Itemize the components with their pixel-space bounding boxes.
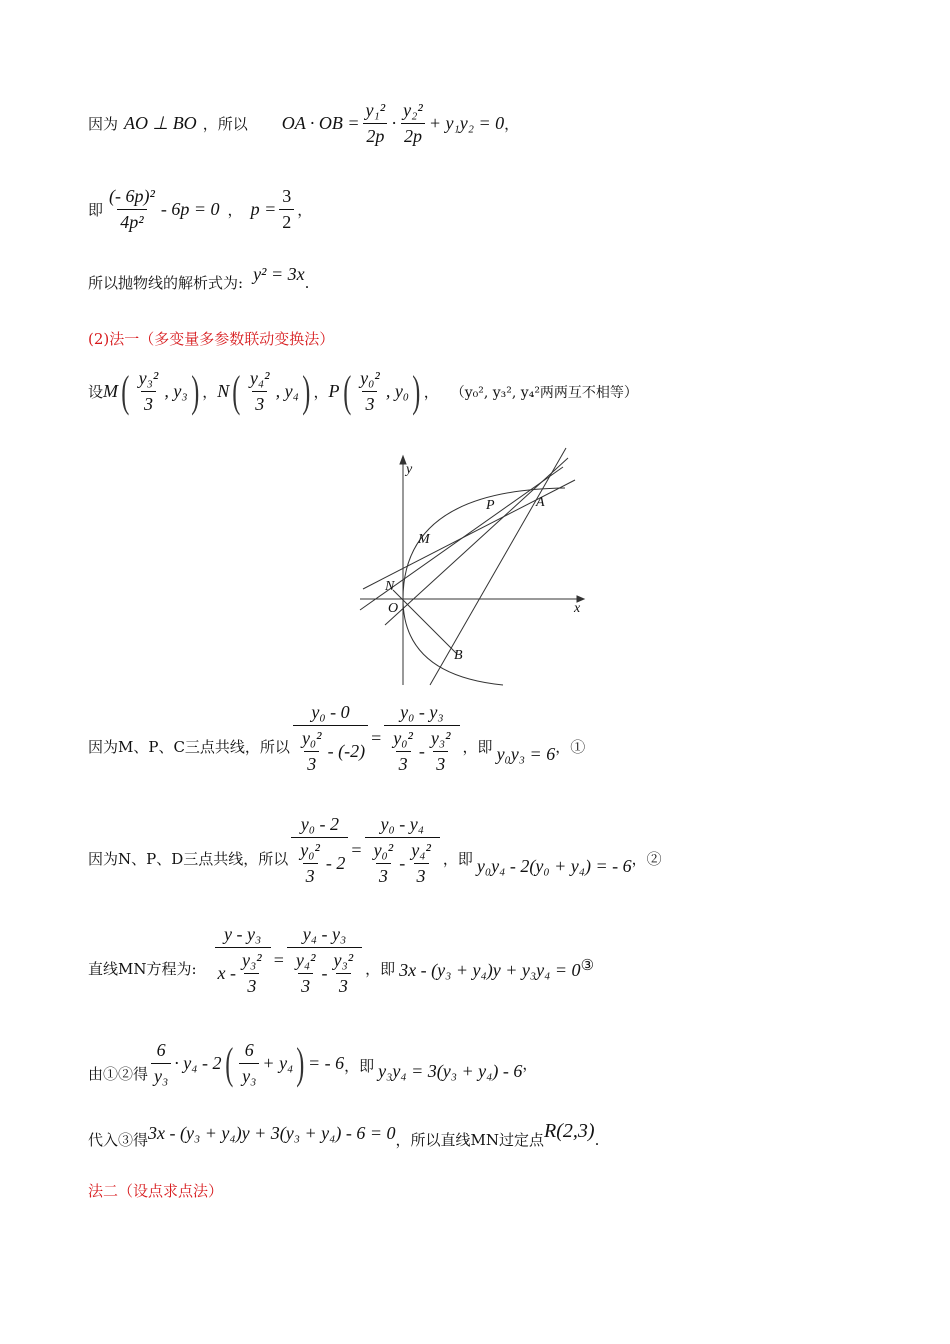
denominator: 3 [303,863,318,887]
line-5 [88,702,585,775]
paren: ) [412,366,421,416]
line-ab [430,448,566,685]
inner-fraction [293,950,319,997]
paren: ( [342,366,351,416]
fraction [293,702,368,775]
equals: = [351,840,362,860]
numerator: y₃² [242,950,262,970]
label-x: x [574,601,581,616]
punct: . [594,1130,600,1149]
fraction [287,924,362,997]
expr: - 2 [325,853,346,873]
note: （y₀², y₃², y₄²两两互不相等） [450,384,638,401]
numerator: y₄² [295,950,316,970]
result: y₀y₃ = 6 [496,744,556,764]
numerator: y₀² [301,728,322,748]
numerator: y₀² [373,840,394,860]
denominator: 3 [304,751,319,775]
numerator: y₀² [300,840,320,860]
vector-product: OA · OB = [281,113,360,133]
parabola-figure [355,440,595,690]
numerator: y₁² [365,100,386,120]
text: 即 [88,201,104,219]
numerator: y₃² [333,950,354,970]
punct: ， [227,201,243,219]
text: ，即 [462,738,493,756]
line-6 [88,814,662,887]
paren: ( [224,1038,233,1088]
punct: ， [504,115,520,133]
denominator: 3 [244,973,259,997]
fraction [357,368,383,415]
text: ，所以直线MN过定点 [395,1131,545,1149]
numerator: y₃² [430,728,451,748]
equals: = [371,728,382,748]
denominator [291,837,348,887]
numerator: y₀ - 2 [300,814,339,834]
paren: ( [121,366,130,416]
inner-fraction [371,840,397,887]
denominator: 3 [298,973,313,997]
denominator: 3 [376,863,391,887]
result: y₃y₄ = 3(y₃ + y₄) - 6 [378,1061,523,1081]
expr: - (-2) [327,741,366,761]
fraction [136,368,162,415]
paren: ) [190,366,199,416]
expr: , y₃ [164,381,188,401]
denominator: $\frac{\text{y₀²}}{3}$ - $\frac{\text{y₄²}}{3}$ [365,837,440,887]
numerator: 3 [282,186,292,206]
denominator: 3 [433,751,448,775]
expr: p = [250,199,277,219]
text: 设 [88,383,104,401]
numerator: y₄² [249,368,270,388]
text: 因为M、P、C三点共线，所以 [88,738,290,756]
result: y₀y₄ - 2(y₀ + y₄) = - 6 [476,856,632,876]
denominator: 2 [279,209,294,233]
punct: ， [423,383,439,401]
text: 因为 [88,115,119,133]
denominator: 4p² [117,209,146,233]
punct: ， [522,1055,538,1073]
expr: - 6p = 0 [160,199,220,219]
text: 因为N、P、D三点共线，所以 [88,850,289,868]
numerator: 6 [244,1040,254,1060]
point-label: M [103,381,119,401]
result: 3x - (y₃ + y₄)y + y₃y₄ = 0 [399,960,581,980]
fraction [384,702,459,775]
text: 由①②得 [88,1065,149,1083]
inner-fraction [390,728,416,775]
inner-fraction [331,950,357,997]
fraction [400,100,426,147]
inner-fraction [408,840,434,887]
fraction [291,814,348,887]
line-2 [88,186,312,233]
denominator: $\frac{\text{y₀²}}{3}$ - $\frac{\text{y₃²}}{3}$ [384,725,459,775]
fraction [247,368,273,415]
numerator: y₀ - y₃ [400,702,444,722]
fixed-point: R(2,3) [544,1120,595,1142]
label-a: A [536,495,545,510]
punct: ，② [631,850,662,868]
fraction [106,186,158,233]
numerator: y₄ - y₃ [302,924,347,944]
label-y: y [406,462,413,477]
denominator: 3 [414,863,429,887]
equals: = [273,950,284,970]
line-3 [88,264,310,293]
label-b: B [454,648,463,663]
fraction [151,1040,171,1087]
numerator: (- 6p)² [109,186,155,206]
line-8 [88,1040,537,1087]
point-label: N [217,381,230,401]
punct: ③ [580,955,595,974]
denominator [215,947,271,997]
expr: , y₄ [275,381,299,401]
fraction [279,186,294,233]
label-o: O [388,601,399,616]
text: 直线MN方程为: [88,960,197,978]
condition: AO ⊥ BO [124,113,197,133]
inner-fraction [297,840,323,887]
expr: · y₄ - 2 [174,1053,222,1073]
denominator [293,725,368,775]
fraction [239,1040,259,1087]
denominator: 3 [336,973,351,997]
denominator: 3 [252,391,267,415]
denominator: 3 [362,391,377,415]
punct: ， [202,383,218,401]
fraction [215,924,271,997]
denominator: $\frac{\text{y₄²}}{3}$ - $\frac{\text{y₃²}}{3}$ [287,947,362,997]
denominator: y₃ [151,1063,171,1087]
punct: ，① [555,738,586,756]
numerator: y₀² [393,728,413,748]
text: ，所以 [202,115,248,133]
equation: 3x - (y₃ + y₄)y + 3(y₃ + y₄) - 6 = 0 [148,1123,396,1143]
line-7 [88,924,594,997]
equation: y² = 3x [253,264,305,284]
section-title-2 [88,1180,223,1201]
paren: ) [302,366,311,416]
expr: = - 6 [307,1053,345,1073]
line-mn [385,458,568,625]
line-4 [88,368,638,415]
denominator: 3 [141,391,156,415]
numerator: y₂² [403,100,423,120]
expr-tail: + y₁y₂ = 0 [428,113,505,133]
text: 代入③得 [88,1131,149,1149]
paren: ) [296,1038,305,1088]
numerator: y₀² [360,368,380,388]
numerator: 6 [156,1040,166,1060]
punct: . [304,273,310,292]
punct: ， [297,201,313,219]
denominator: y₃ [239,1063,259,1087]
denominator: 2p [363,123,387,147]
fraction [363,100,389,147]
paren: ( [232,366,241,416]
fraction [365,814,440,887]
section-title [88,328,334,349]
numerator: y₀ - y₄ [380,814,424,834]
numerator: y₃² [138,368,159,388]
text: ，即 [365,960,396,978]
expr: + y₄ [262,1053,294,1073]
expr: x - [217,963,237,983]
section-title-text: 法二（设点求点法） [88,1182,224,1200]
text: 所以抛物线的解析式为: [88,274,244,292]
dot: · [391,113,398,133]
text: ，即 [442,850,473,868]
expr: , y₀ [385,381,410,401]
numerator: y₄² [411,840,431,860]
text: ，即 [344,1057,375,1075]
point-label: P [328,381,340,401]
line-9 [88,1120,600,1149]
denominator: 3 [396,751,411,775]
punct: ， [313,383,329,401]
label-m: M [418,532,430,547]
numerator: y₀ - 0 [311,702,350,722]
section-title-text: (2)法一（多变量多参数联动变换法） [88,330,335,348]
label-p: P [486,498,495,513]
inner-fraction [299,728,325,775]
inner-fraction [428,728,454,775]
label-n: N [385,579,395,594]
numerator: y - y₃ [224,924,262,944]
line-1 [88,100,519,147]
denominator: 2p [401,123,425,147]
inner-fraction [239,950,265,997]
